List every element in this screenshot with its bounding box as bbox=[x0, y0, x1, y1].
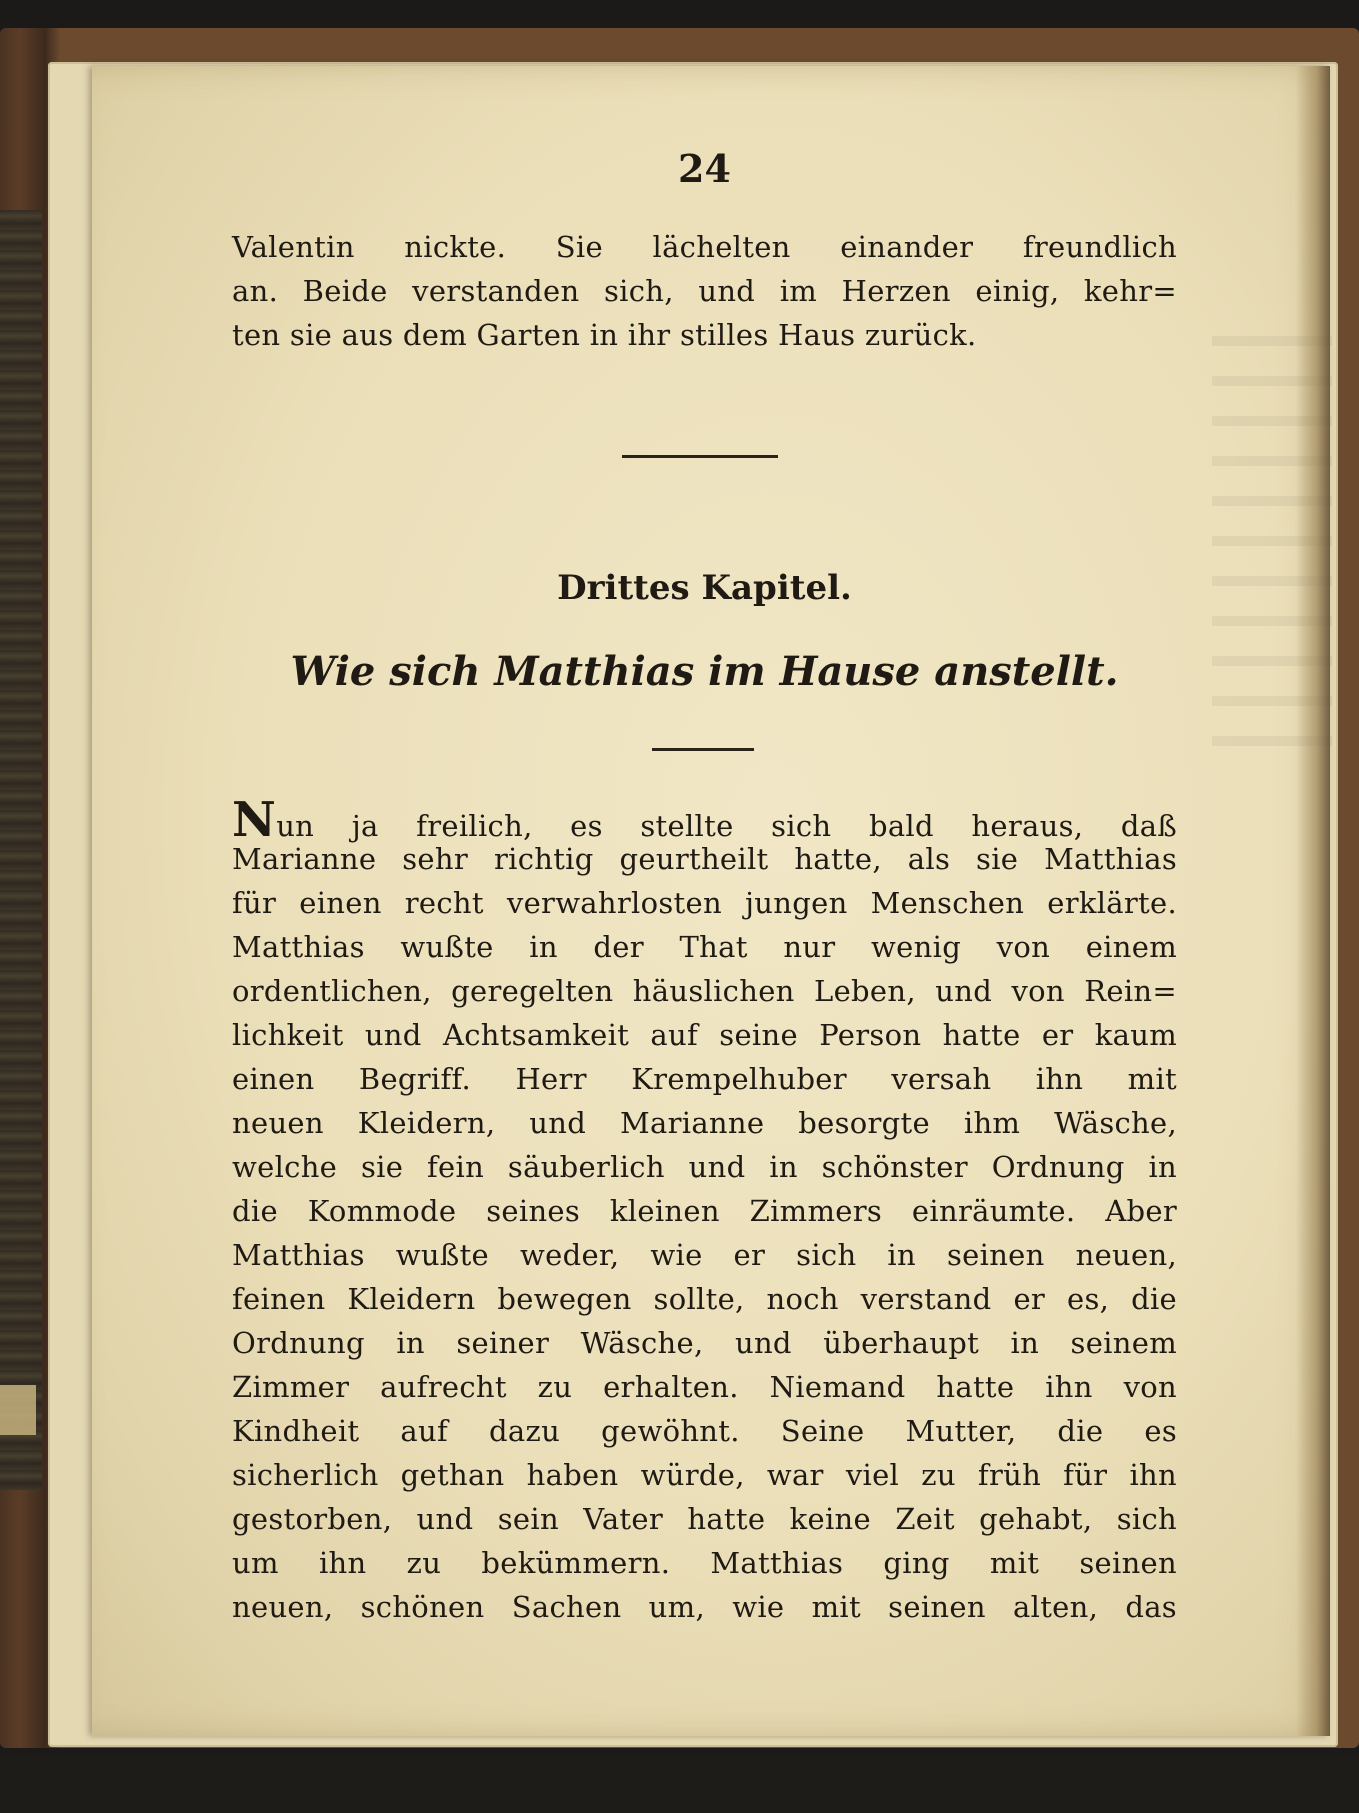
text-line-rest: un ja freilich, es stellte sich bald heraus, daß bbox=[276, 809, 1177, 843]
text-line: neuen, schönen Sachen um, wie mit seinen alten, das bbox=[232, 1590, 1177, 1624]
drop-cap: N bbox=[232, 792, 277, 848]
text-line: neuen Kleidern, und Marianne besorgte ihm Wäsche, bbox=[232, 1106, 1177, 1140]
text-line: Kindheit auf dazu gewöhnt. Seine Mutter, die es bbox=[232, 1414, 1177, 1448]
text-line: Matthias wußte in der That nur wenig von einem bbox=[232, 930, 1177, 964]
page-number: 24 bbox=[678, 146, 731, 191]
text-line: Matthias wußte weder, wie er sich in seinen neuen, bbox=[232, 1238, 1177, 1272]
text-line: sicherlich gethan haben würde, war viel zu früh für ihn bbox=[232, 1458, 1177, 1492]
text-line-first bbox=[232, 792, 1177, 848]
text-line: um ihn zu bekümmern. Matthias ging mit seinen bbox=[232, 1546, 1177, 1580]
text-line: lichkeit und Achtsamkeit auf seine Person hatte er kaum bbox=[232, 1018, 1177, 1052]
text-line: Ordnung in seiner Wäsche, und überhaupt in seinem bbox=[232, 1326, 1177, 1360]
cover-edge bbox=[0, 210, 42, 1490]
title-rule bbox=[652, 748, 754, 751]
page-gutter bbox=[1296, 66, 1330, 1736]
text-line: einen Begriff. Herr Krempelhuber versah ihn mit bbox=[232, 1062, 1177, 1096]
text-line: welche sie fein säuberlich und in schönster Ordnung in bbox=[232, 1150, 1177, 1184]
text-line: ordentlichen, geregelten häuslichen Leben, und von Rein= bbox=[232, 974, 1177, 1008]
text-line: die Kommode seines kleinen Zimmers einräumte. Aber bbox=[232, 1194, 1177, 1228]
text-line: ten sie aus dem Garten in ihr stilles Haus zurück. bbox=[232, 318, 977, 352]
text-line: gestorben, und sein Vater hatte keine Zeit gehabt, sich bbox=[232, 1502, 1177, 1536]
text-line: feinen Kleidern bewegen sollte, noch verstand er es, die bbox=[232, 1282, 1177, 1316]
tape-patch bbox=[0, 1385, 36, 1435]
text-line: für einen recht verwahrlosten jungen Menschen erklärte. bbox=[232, 886, 1177, 920]
chapter-label: Drittes Kapitel. bbox=[557, 568, 852, 608]
text-line: Marianne sehr richtig geurtheilt hatte, als sie Matthias bbox=[232, 842, 1177, 876]
text-line: Zimmer aufrecht zu erhalten. Niemand hatte ihn von bbox=[232, 1370, 1177, 1404]
text-line: Valentin nickte. Sie lächelten einander freundlich bbox=[232, 230, 1177, 264]
section-rule bbox=[622, 455, 778, 458]
background-strip bbox=[0, 1755, 1359, 1813]
text-line: an. Beide verstanden sich, und im Herzen einig, kehr= bbox=[232, 274, 1177, 308]
chapter-title: Wie sich Matthias im Hause anstellt. bbox=[290, 648, 1119, 695]
